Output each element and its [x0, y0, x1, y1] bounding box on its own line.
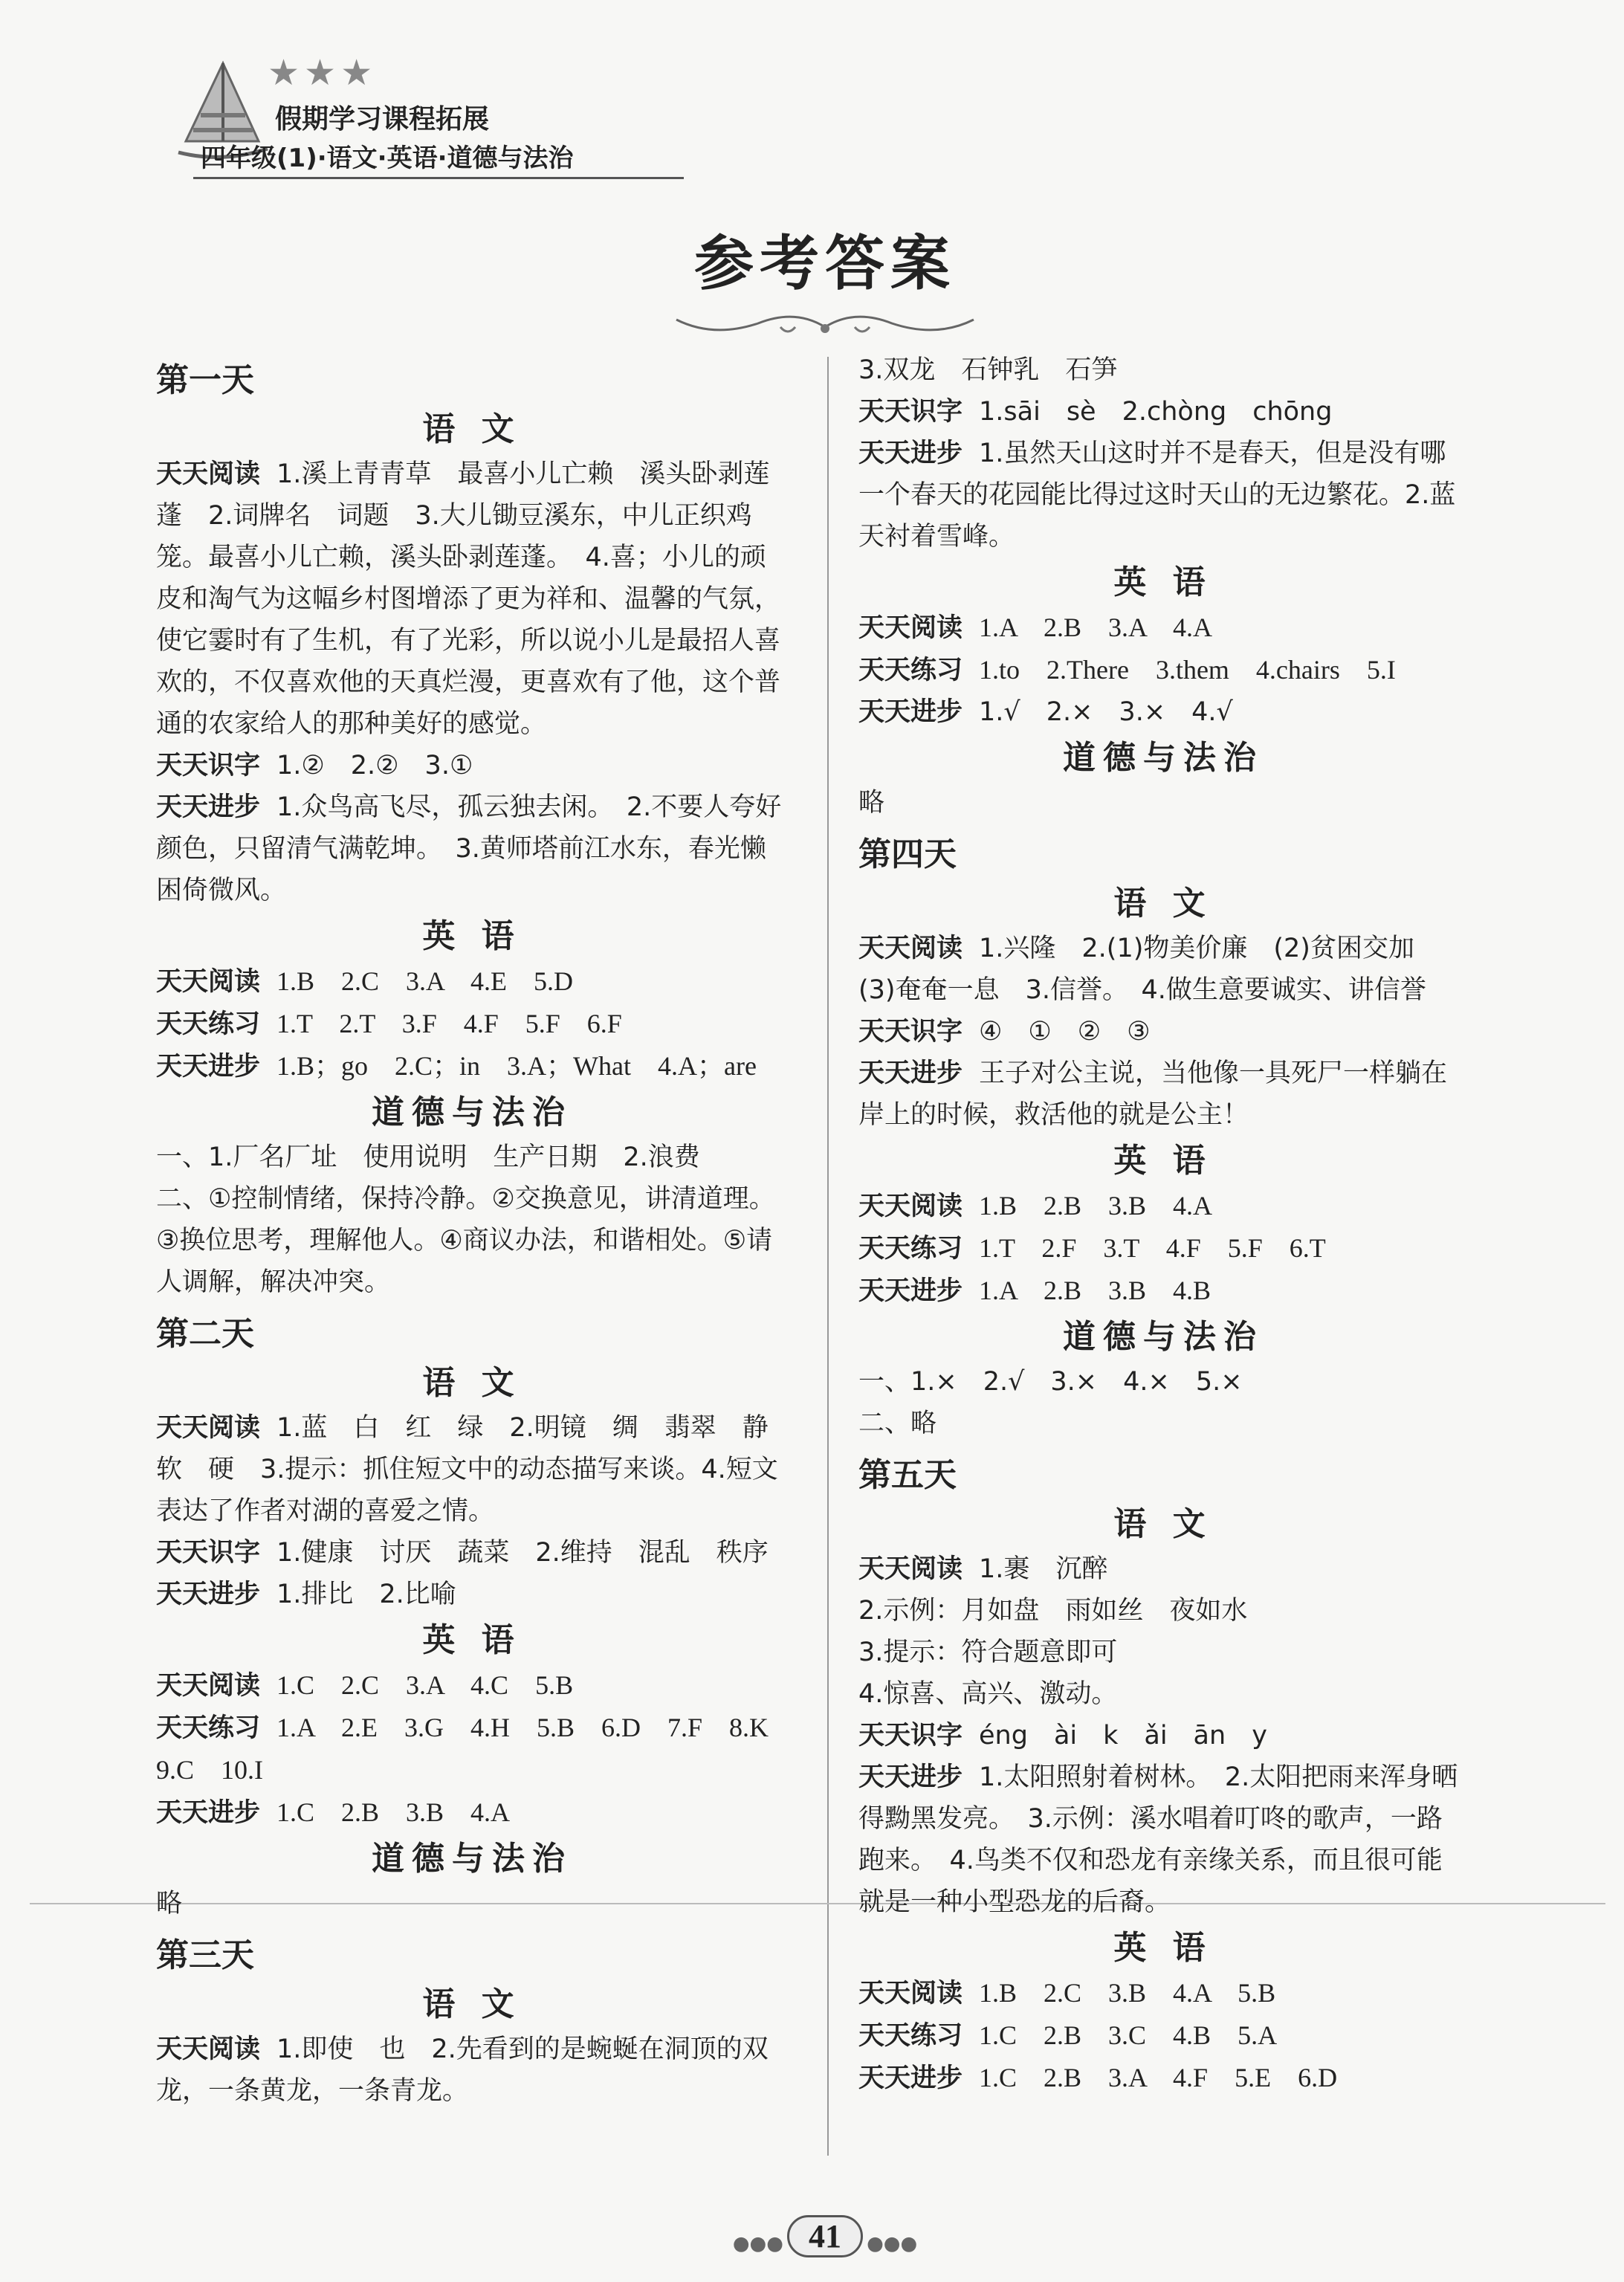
answer-text: 1.健康 讨厌 蔬菜 2.维持 混乱 秩序 — [276, 1538, 769, 1568]
answer-text: 1.兴隆 2.(1)物美价廉 (2)贫困交加 (3)奄奄一息 3.信誉。 4.做生意要诚实、讲信誉 — [858, 934, 1440, 1005]
answer-line — [858, 1227, 1468, 1270]
answer-text: 1.B 2.C 3.A 4.E 5.D — [276, 966, 574, 996]
answer-text: 4.惊喜、高兴、激动。 — [858, 1679, 1118, 1709]
answer-line — [858, 1548, 1468, 1590]
answer-line — [156, 1045, 788, 1087]
answer-line — [858, 1756, 1468, 1923]
stars-icon: ★★★ — [268, 52, 378, 94]
subject-heading: 语 文 — [422, 1364, 522, 1402]
section-label: 天天进步 — [156, 1580, 261, 1609]
title-block — [654, 223, 996, 342]
subject-heading: 道德与法治 — [372, 1840, 572, 1878]
answer-text: 3.提示：符合题意即可 — [858, 1638, 1118, 1667]
answer-text: 1.A 2.B 3.A 4.A — [979, 612, 1213, 642]
subject-heading: 语 文 — [422, 1985, 522, 2023]
answer-line — [156, 1574, 788, 1615]
day-heading: 第一天 — [156, 361, 254, 399]
section-label: 天天进步 — [156, 792, 261, 822]
answer-line — [858, 1590, 1468, 1632]
subject-heading: 英 语 — [1113, 1929, 1213, 1967]
section-label: 天天阅读 — [858, 1554, 963, 1584]
section-label: 天天识字 — [858, 1721, 963, 1751]
answer-text: 1.A 2.B 3.B 4.B — [979, 1276, 1211, 1305]
answer-line — [858, 928, 1468, 1011]
answer-line — [858, 607, 1468, 649]
answer-text: 1.to 2.There 3.them 4.chairs 5.I — [979, 655, 1396, 685]
answer-text: 1.√ 2.× 3.× 4.√ — [979, 697, 1233, 727]
answer-text: 1.C 2.B 3.C 4.B 5.A — [979, 2020, 1278, 2050]
header-rule — [193, 177, 684, 179]
grade-subjects: 四年级(1)·语文·英语·道德与法治 — [201, 143, 574, 173]
answer-text: 二、①控制情绪，保持冷静。②交换意见，讲清道理。③换位思考，理解他人。④商议办法，和谐相处。⑤请人调解，解决冲突。 — [156, 1184, 775, 1297]
answer-line — [156, 1664, 788, 1707]
answer-text: 1.虽然天山这时并不是春天，但是没有哪一个春天的花园能比得过这时天山的无边繁花。2.蓝天衬着雪峰。 — [858, 439, 1456, 552]
answer-line — [858, 691, 1468, 733]
subject-heading: 英 语 — [422, 917, 522, 955]
section-label: 天天进步 — [858, 2063, 963, 2093]
section-label: 天天阅读 — [156, 459, 261, 489]
section-label: 天天识字 — [156, 1538, 261, 1568]
section-label: 天天进步 — [858, 1058, 963, 1088]
answer-text: 1.C 2.C 3.A 4.C 5.B — [276, 1670, 574, 1700]
answer-line — [156, 1178, 788, 1303]
answer-line — [858, 1403, 1468, 1444]
answer-text: 1.裹 沉醉 — [979, 1554, 1108, 1584]
answer-text: 1.T 2.F 3.T 4.F 5.F 6.T — [979, 1233, 1326, 1263]
section-label: 天天练习 — [858, 656, 963, 685]
section-label: 天天阅读 — [156, 1671, 261, 1701]
answer-text: 1.A 2.E 3.G 4.H 5.B 6.D 7.F 8.K 9.C 10.I — [156, 1713, 796, 1785]
subject-heading: 语 文 — [422, 410, 522, 448]
answer-line — [156, 960, 788, 1003]
answer-line — [858, 1185, 1468, 1227]
answer-line — [156, 1707, 796, 1791]
page-title: 参考答案 — [694, 229, 956, 298]
answer-line — [858, 2014, 1468, 2057]
answer-text: 1.C 2.B 3.A 4.F 5.E 6.D — [979, 2063, 1338, 2092]
answer-line — [156, 2029, 788, 2112]
page-number: 41 — [787, 2215, 863, 2257]
subject-heading: 英 语 — [1113, 563, 1213, 601]
answer-line — [858, 1270, 1468, 1312]
section-label: 天天进步 — [858, 1762, 963, 1792]
answer-text: 一、1.× 2.√ 3.× 4.× 5.× — [858, 1367, 1243, 1397]
section-label: 天天进步 — [156, 1798, 261, 1828]
section-label: 天天识字 — [858, 1017, 963, 1047]
answer-text: 1.众鸟高飞尽，孤云独去闲。 2.不要人夸好颜色，只留清气满乾坤。 3.黄师塔前江水东，春光懒困倚微风。 — [156, 792, 782, 905]
answer-text: 1.C 2.B 3.B 4.A — [276, 1797, 511, 1827]
right-column — [858, 349, 1468, 2099]
answer-text: 1.太阳照射着树林。 2.太阳把雨来浑身晒得黝黑发亮。 3.示例：溪水唱着叮咚的歌声，一路跑来。 4.鸟类不仅和恐龙有亲缘关系，而且很可能就是一种小型恐龙的后裔。 — [858, 1762, 1458, 1917]
section-label: 天天练习 — [156, 1009, 261, 1039]
answer-text: 2.示例：月如盘 雨如丝 夜如水 — [858, 1596, 1248, 1626]
answer-line — [858, 391, 1468, 433]
section-label: 天天练习 — [858, 2021, 963, 2051]
answer-text: ④ ① ② ③ — [979, 1017, 1151, 1047]
answer-text: 1.② 2.② 3.① — [276, 751, 473, 780]
answer-text: 二、略 — [858, 1409, 937, 1438]
answer-line — [156, 1883, 788, 1924]
section-label: 天天阅读 — [858, 934, 963, 963]
answer-line — [156, 1532, 788, 1574]
section-label: 天天阅读 — [858, 613, 963, 643]
answer-text: 略 — [156, 1889, 183, 1919]
title-ornament-icon — [669, 305, 981, 342]
book-header — [171, 52, 691, 178]
left-column — [156, 349, 796, 2112]
subject-heading: 道德与法治 — [1063, 1318, 1264, 1356]
answer-text: éng ài k ǎi ān y — [979, 1721, 1267, 1751]
section-label: 天天阅读 — [156, 967, 261, 997]
answer-line — [156, 1407, 795, 1532]
answer-text: 1.溪上青青草 最喜小儿亡赖 溪头卧剥莲蓬 2.词牌名 词题 3.大儿锄豆溪东，中儿正织鸡笼。最喜小儿亡赖，溪头卧剥莲蓬。 4.喜；小儿的顽皮和淘气为这幅乡村图增添了更为祥和、温馨的气氛，使它霎时有了生机，有了光彩，所以说小儿是最招人喜欢的，不仅喜欢他的天真烂漫，更喜欢有了他，这个普通的农家给人的那种美好的感觉。 — [156, 459, 781, 739]
answer-line — [858, 1673, 1468, 1715]
answer-text: 3.双龙 石钟乳 石笋 — [858, 355, 1118, 385]
answer-text: 1.即使 也 2.先看到的是蜿蜒在洞顶的双龙，一条黄龙，一条青龙。 — [156, 2034, 769, 2106]
answer-text: 1.B 2.B 3.B 4.A — [979, 1191, 1213, 1221]
subject-heading: 英 语 — [422, 1621, 522, 1659]
answer-text: 王子对公主说，当他像一具死尸一样躺在岸上的时候，救活他的就是公主！ — [858, 1058, 1448, 1130]
subject-heading: 语 文 — [1113, 1505, 1213, 1543]
section-label: 天天阅读 — [858, 1192, 963, 1221]
answer-line — [858, 1361, 1468, 1403]
answer-text: 1.T 2.T 3.F 4.F 5.F 6.F — [276, 1009, 622, 1038]
day-heading: 第二天 — [156, 1315, 254, 1353]
answer-line — [858, 1011, 1468, 1053]
subject-heading: 道德与法治 — [1063, 739, 1264, 777]
answer-line — [858, 349, 1468, 391]
section-label: 天天练习 — [858, 1234, 963, 1264]
answer-line — [156, 1791, 788, 1834]
answer-line — [858, 649, 1468, 691]
section-label: 天天阅读 — [156, 1413, 261, 1443]
series-title: 假期学习课程拓展 — [275, 104, 490, 135]
answer-line — [858, 1715, 1468, 1756]
section-label: 天天识字 — [156, 751, 261, 780]
day-heading: 第五天 — [858, 1456, 957, 1494]
answer-text: 一、1.厂名厂址 使用说明 生产日期 2.浪费 — [156, 1142, 700, 1172]
dots-right-icon: ●●● — [867, 2232, 918, 2255]
answer-line — [858, 433, 1468, 557]
dots-left-icon: ●●● — [732, 2232, 783, 2255]
section-label: 天天进步 — [858, 439, 963, 468]
column-divider — [827, 357, 829, 2156]
answer-line — [156, 1137, 788, 1178]
answer-text: 1.B 2.C 3.B 4.A 5.B — [979, 1978, 1276, 2008]
subject-heading: 语 文 — [1113, 885, 1213, 922]
section-label: 天天进步 — [858, 1276, 963, 1306]
subject-heading: 英 语 — [1113, 1142, 1213, 1180]
answer-line — [858, 2057, 1468, 2099]
answer-line — [858, 782, 1468, 824]
answer-text: 1.B；go 2.C；in 3.A；What 4.A；are — [276, 1051, 757, 1081]
section-label: 天天识字 — [858, 397, 963, 427]
answer-text: 略 — [858, 788, 885, 818]
answer-line — [858, 1972, 1468, 2014]
answer-line — [156, 786, 788, 911]
page-footer — [714, 2215, 936, 2267]
section-label: 天天阅读 — [156, 2034, 261, 2064]
answer-text: 1.排比 2.比喻 — [276, 1580, 456, 1609]
section-label: 天天阅读 — [858, 1979, 963, 2008]
answer-line — [156, 745, 788, 786]
section-label: 天天练习 — [156, 1713, 261, 1743]
subject-heading: 道德与法治 — [372, 1093, 572, 1131]
answer-line — [156, 1003, 788, 1045]
answer-line — [156, 453, 788, 745]
answer-line — [858, 1053, 1468, 1136]
day-heading: 第四天 — [858, 835, 957, 873]
day-heading: 第三天 — [156, 1936, 254, 1974]
section-label: 天天进步 — [858, 697, 963, 727]
answer-text: 1.sāi sè 2.chòng chōng — [979, 397, 1333, 427]
section-label: 天天进步 — [156, 1052, 261, 1082]
answer-line — [858, 1632, 1468, 1673]
answer-text: 1.蓝 白 红 绿 2.明镜 绸 翡翠 静 软 硬 3.提示：抓住短文中的动态描写来谈。4.短文表达了作者对湖的喜爱之情。 — [156, 1413, 795, 1526]
